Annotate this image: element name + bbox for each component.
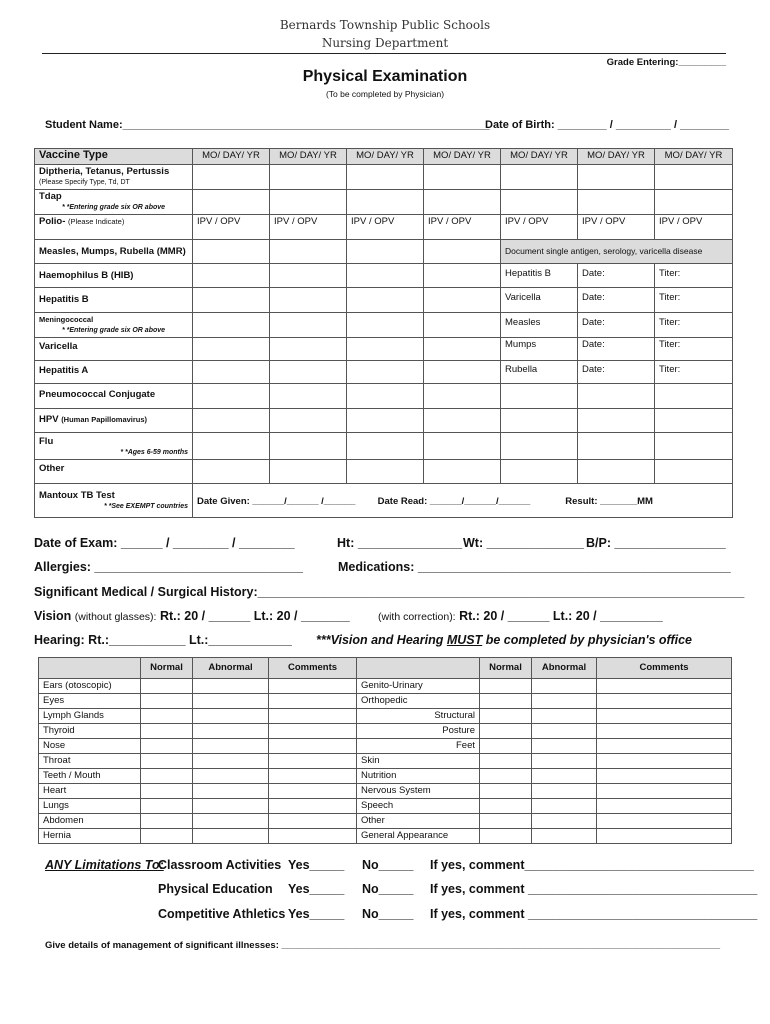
date-cell[interactable] — [193, 338, 270, 361]
exam-abnormal-cell[interactable] — [193, 709, 269, 724]
vaccine-note: (Human Papillomavirus) — [61, 415, 148, 424]
date-cell[interactable] — [424, 338, 501, 361]
exam-comments-cell[interactable] — [597, 769, 732, 784]
exam-normal-cell[interactable] — [141, 799, 193, 814]
exam-normal-cell[interactable] — [141, 679, 193, 694]
date-cell[interactable] — [347, 409, 424, 433]
date-cell[interactable] — [193, 313, 270, 338]
exam-header-normal: Normal — [480, 658, 532, 679]
exam-abnormal-cell[interactable] — [193, 679, 269, 694]
vaccine-name: Pneumococcal Conjugate — [35, 384, 193, 409]
date-cell[interactable] — [270, 240, 347, 264]
exam-normal-cell[interactable] — [141, 709, 193, 724]
exam-normal-cell[interactable] — [141, 784, 193, 799]
titer-label[interactable]: Titer: — [655, 313, 733, 338]
exam-item-label: Lymph Glands — [39, 709, 141, 724]
date-cell[interactable] — [655, 384, 733, 409]
exam-item-label: Genito-Urinary — [357, 679, 480, 694]
exam-normal-cell[interactable] — [141, 829, 193, 844]
notice-must: MUST — [446, 633, 483, 647]
exam-item-label: Nose — [39, 739, 141, 754]
exam-header-comments: Comments — [597, 658, 732, 679]
exam-item-label: Eyes — [39, 694, 141, 709]
exam-abnormal-cell[interactable] — [193, 784, 269, 799]
exam-row — [39, 814, 732, 829]
limitation-yes[interactable]: Yes_____ — [288, 882, 345, 896]
vaccine-name: Mantoux TB Test — [39, 490, 115, 501]
date-cell[interactable] — [578, 433, 655, 460]
exam-normal-cell[interactable] — [480, 829, 532, 844]
exam-abnormal-cell[interactable] — [193, 724, 269, 739]
exam-item-label: Thyroid — [39, 724, 141, 739]
exam-header-abnormal: Abnormal — [193, 658, 269, 679]
date-cell[interactable] — [270, 338, 347, 361]
allergies-field[interactable]: Allergies: ______________________________ — [34, 560, 303, 574]
date-header: MO/ DAY/ YR — [655, 149, 733, 165]
vision-without-label: (without glasses): — [74, 611, 157, 623]
exam-normal-cell[interactable] — [480, 709, 532, 724]
vaccine-table — [34, 148, 733, 518]
date-cell[interactable] — [347, 240, 424, 264]
date-label[interactable]: Date: — [578, 361, 655, 384]
date-cell[interactable] — [347, 264, 424, 288]
blood-pressure-field[interactable]: B/P: ________________ — [586, 536, 726, 550]
limitation-no[interactable]: No_____ — [362, 858, 414, 872]
exam-row — [39, 799, 732, 814]
vaccine-row-tb — [35, 484, 733, 518]
date-cell[interactable] — [193, 165, 270, 190]
medications-field[interactable]: Medications: _____________________________________________ — [338, 560, 731, 574]
date-cell[interactable] — [347, 361, 424, 384]
vaccine-row-varicella — [35, 338, 733, 361]
ipv-cell[interactable]: IPV / OPV — [578, 215, 655, 240]
date-cell[interactable] — [501, 190, 578, 215]
district-name: Bernards Township Public Schools — [279, 18, 491, 32]
exam-abnormal-cell[interactable] — [193, 694, 269, 709]
exam-row — [39, 709, 732, 724]
vaccine-name-cell — [35, 484, 193, 518]
exam-abnormal-cell[interactable] — [532, 754, 597, 769]
vaccine-name-cell — [35, 215, 193, 240]
date-cell[interactable] — [424, 264, 501, 288]
exam-comments-cell[interactable] — [597, 709, 732, 724]
vaccine-row-tdap — [35, 190, 733, 215]
vaccine-row-flu — [35, 433, 733, 460]
exam-row — [39, 739, 732, 754]
date-header: MO/ DAY/ YR — [501, 149, 578, 165]
ipv-cell[interactable]: IPV / OPV — [655, 215, 733, 240]
exam-abnormal-cell[interactable] — [193, 814, 269, 829]
exam-comments-cell[interactable] — [597, 784, 732, 799]
vaccine-name-cell — [35, 165, 193, 190]
exam-comments-cell[interactable] — [269, 814, 357, 829]
exam-item-label: Nutrition — [357, 769, 480, 784]
exam-abnormal-cell[interactable] — [532, 784, 597, 799]
vision-without-glasses[interactable] — [34, 609, 350, 623]
date-header: MO/ DAY/ YR — [347, 149, 424, 165]
date-header: MO/ DAY/ YR — [578, 149, 655, 165]
date-cell[interactable] — [193, 190, 270, 215]
vaccine-name: Polio- — [39, 216, 66, 227]
limitations-label: ANY Limitations To: — [45, 858, 164, 872]
exam-abnormal-cell[interactable] — [193, 739, 269, 754]
date-cell[interactable] — [193, 361, 270, 384]
antigen-label: Rubella — [501, 361, 578, 384]
date-cell[interactable] — [347, 338, 424, 361]
exam-comments-cell[interactable] — [269, 739, 357, 754]
date-cell[interactable] — [270, 361, 347, 384]
exam-abnormal-cell[interactable] — [193, 799, 269, 814]
vaccine-name-cell — [35, 313, 193, 338]
date-header: MO/ DAY/ YR — [270, 149, 347, 165]
exam-row — [39, 724, 732, 739]
exam-abnormal-cell[interactable] — [532, 694, 597, 709]
exam-normal-cell[interactable] — [480, 739, 532, 754]
vaccine-row-dtp — [35, 165, 733, 190]
exam-comments-cell[interactable] — [269, 694, 357, 709]
date-cell[interactable] — [424, 288, 501, 313]
exam-item-label: Abdomen — [39, 814, 141, 829]
limitation-activity: Physical Education — [158, 882, 273, 896]
exam-comments-cell[interactable] — [597, 724, 732, 739]
vaccine-name: Meningococcal — [39, 315, 94, 324]
exam-header-blank — [357, 658, 480, 679]
vaccine-row-hepb — [35, 288, 733, 313]
vision-with-values[interactable]: Rt.: 20 / ______ Lt.: 20 / _________ — [459, 609, 663, 623]
exam-row — [39, 829, 732, 844]
exam-item-label: General Appearance — [357, 829, 480, 844]
exam-normal-cell[interactable] — [141, 769, 193, 784]
date-cell[interactable] — [270, 384, 347, 409]
date-cell[interactable] — [424, 190, 501, 215]
notice-pre: ***Vision and Hearing — [316, 633, 447, 647]
vaccine-note: * *See EXEMPT countries — [103, 503, 188, 510]
date-cell[interactable] — [270, 313, 347, 338]
exam-normal-cell[interactable] — [480, 694, 532, 709]
exam-abnormal-cell[interactable] — [193, 769, 269, 784]
exam-item-label: Lungs — [39, 799, 141, 814]
tb-date-read[interactable]: Date Read: ______/______/______ — [377, 496, 531, 507]
date-cell[interactable] — [193, 409, 270, 433]
exam-item-label: Teeth / Mouth — [39, 769, 141, 784]
exam-comments-cell[interactable] — [597, 679, 732, 694]
exam-item-label: Posture — [357, 724, 480, 739]
date-cell[interactable] — [501, 384, 578, 409]
antigen-label: Mumps — [501, 338, 578, 361]
ipv-cell[interactable]: IPV / OPV — [270, 215, 347, 240]
date-cell[interactable] — [424, 409, 501, 433]
page-subtitle: (To be completed by Physician) — [325, 89, 445, 99]
vision-with-correction[interactable] — [378, 609, 663, 623]
department-name: Nursing Department — [321, 36, 449, 50]
exam-abnormal-cell[interactable] — [532, 769, 597, 784]
vision-without-values[interactable]: Rt.: 20 / ______ Lt.: 20 / _______ — [159, 609, 350, 623]
exam-comments-cell[interactable] — [269, 709, 357, 724]
vaccine-note: * *Ages 6-59 months — [120, 449, 188, 456]
date-cell[interactable] — [193, 240, 270, 264]
exam-item-label: Speech — [357, 799, 480, 814]
exam-item-label: Hernia — [39, 829, 141, 844]
header-divider — [42, 53, 726, 54]
medical-history-field[interactable]: Significant Medical / Surgical History:______________________________________________________________________ — [34, 585, 745, 599]
height-field[interactable]: Ht: _______________ — [337, 536, 463, 550]
exam-row — [39, 784, 732, 799]
exam-item-label: Nervous System — [357, 784, 480, 799]
vaccine-row-mmr — [35, 240, 733, 264]
exam-item-label: Other — [357, 814, 480, 829]
ipv-cell[interactable]: IPV / OPV — [347, 215, 424, 240]
vaccine-header-row — [35, 149, 733, 165]
date-cell[interactable] — [424, 460, 501, 484]
ipv-cell[interactable]: IPV / OPV — [501, 215, 578, 240]
exam-abnormal-cell[interactable] — [532, 709, 597, 724]
vision-with-label: (with correction): — [378, 611, 456, 623]
vaccine-row-hepa — [35, 361, 733, 384]
antigen-label: Measles — [501, 313, 578, 338]
date-cell[interactable] — [578, 384, 655, 409]
exam-row — [39, 679, 732, 694]
vaccine-name: Flu — [39, 436, 54, 447]
exam-normal-cell[interactable] — [480, 769, 532, 784]
vaccine-row-hpv — [35, 409, 733, 433]
date-cell[interactable] — [424, 361, 501, 384]
tb-date-given[interactable]: Date Given: ______/______ /______ — [197, 496, 356, 507]
exam-item-label: Feet — [357, 739, 480, 754]
date-header: MO/ DAY/ YR — [193, 149, 270, 165]
exam-comments-cell[interactable] — [597, 739, 732, 754]
limitation-activity: Classroom Activities — [158, 858, 282, 872]
exam-normal-cell[interactable] — [480, 799, 532, 814]
student-name-field[interactable]: Student Name:____________________________________________________________ — [45, 119, 490, 131]
vaccine-name-cell — [35, 433, 193, 460]
vaccine-row-other — [35, 460, 733, 484]
exam-normal-cell[interactable] — [480, 679, 532, 694]
titer-label[interactable]: Titer: — [655, 338, 733, 361]
date-cell[interactable] — [501, 409, 578, 433]
date-label[interactable]: Date: — [578, 313, 655, 338]
titer-label[interactable]: Titer: — [655, 361, 733, 384]
date-cell[interactable] — [347, 165, 424, 190]
document-note: Document single antigen, serology, varicella disease — [501, 240, 733, 264]
exam-normal-cell[interactable] — [141, 724, 193, 739]
exam-normal-cell[interactable] — [480, 724, 532, 739]
weight-field[interactable]: Wt: ______________ — [463, 536, 584, 550]
date-cell[interactable] — [501, 460, 578, 484]
date-cell[interactable] — [655, 433, 733, 460]
limitation-comment[interactable]: If yes, comment _________________________________ — [430, 907, 758, 921]
date-cell[interactable] — [347, 384, 424, 409]
exam-comments-cell[interactable] — [269, 724, 357, 739]
vaccine-name: Haemophilus B (HIB) — [35, 264, 193, 288]
notice-post: be completed by physician's office — [482, 633, 692, 647]
date-cell[interactable] — [270, 264, 347, 288]
date-cell[interactable] — [424, 313, 501, 338]
exam-item-label: Throat — [39, 754, 141, 769]
date-cell[interactable] — [347, 313, 424, 338]
exam-abnormal-cell[interactable] — [193, 829, 269, 844]
management-details-field[interactable]: Give details of management of significant illnesses: ___________________________________________________________________________________ — [45, 940, 721, 951]
exam-body — [39, 679, 732, 844]
exam-normal-cell[interactable] — [141, 739, 193, 754]
exam-comments-cell[interactable] — [269, 754, 357, 769]
vaccine-name: Diptheria, Tetanus, Pertussis — [39, 166, 170, 177]
vaccine-name: HPV — [39, 414, 59, 425]
exam-header-normal: Normal — [141, 658, 193, 679]
vaccine-name: Measles, Mumps, Rubella (MMR) — [35, 240, 193, 264]
exam-header-row — [39, 658, 732, 679]
exam-normal-cell[interactable] — [480, 754, 532, 769]
vaccine-name-cell — [35, 409, 193, 433]
exam-normal-cell[interactable] — [141, 694, 193, 709]
date-cell[interactable] — [655, 190, 733, 215]
exam-header-comments: Comments — [269, 658, 357, 679]
date-cell[interactable] — [424, 240, 501, 264]
exam-row — [39, 754, 732, 769]
exam-normal-cell[interactable] — [141, 754, 193, 769]
date-cell[interactable] — [270, 433, 347, 460]
limitation-comment[interactable]: If yes, comment _________________________________ — [430, 882, 758, 896]
exam-comments-cell[interactable] — [597, 754, 732, 769]
date-of-birth-field[interactable]: Date of Birth: ________ / _________ / ________ — [485, 119, 729, 131]
date-cell[interactable] — [655, 460, 733, 484]
exam-header-abnormal: Abnormal — [532, 658, 597, 679]
limitation-comment[interactable]: If yes, comment_________________________________ — [430, 858, 754, 872]
date-cell[interactable] — [578, 460, 655, 484]
date-cell[interactable] — [270, 460, 347, 484]
limitation-yes[interactable]: Yes_____ — [288, 907, 345, 921]
vision-hearing-notice — [316, 633, 692, 647]
vaccine-type-header: Vaccine Type — [35, 149, 193, 165]
date-header: MO/ DAY/ YR — [424, 149, 501, 165]
ipv-cell[interactable]: IPV / OPV — [193, 215, 270, 240]
date-cell[interactable] — [193, 288, 270, 313]
date-cell[interactable] — [270, 288, 347, 313]
exam-table — [38, 657, 732, 844]
date-cell[interactable] — [501, 165, 578, 190]
vaccine-row-meningococcal — [35, 313, 733, 338]
vaccine-row-pneumococcal — [35, 384, 733, 409]
vaccine-row-polio — [35, 215, 733, 240]
exam-item-label: Orthopedic — [357, 694, 480, 709]
vaccine-name: Hepatitis A — [35, 361, 193, 384]
date-label[interactable]: Date: — [578, 288, 655, 313]
limitation-yes[interactable]: Yes_____ — [288, 858, 345, 872]
exam-comments-cell[interactable] — [269, 769, 357, 784]
vaccine-row-hib — [35, 264, 733, 288]
page-title: Physical Examination — [302, 68, 468, 85]
date-cell[interactable] — [424, 384, 501, 409]
tb-results-cell — [193, 484, 733, 518]
date-cell[interactable] — [193, 384, 270, 409]
date-cell[interactable] — [347, 288, 424, 313]
date-cell[interactable] — [501, 433, 578, 460]
tb-result[interactable]: Result: _______MM — [565, 496, 653, 507]
date-cell[interactable] — [193, 433, 270, 460]
date-cell[interactable] — [347, 190, 424, 215]
date-cell[interactable] — [270, 165, 347, 190]
date-cell[interactable] — [270, 409, 347, 433]
exam-header-blank — [39, 658, 141, 679]
date-cell[interactable] — [578, 409, 655, 433]
exam-item-label: Ears (otoscopic) — [39, 679, 141, 694]
antigen-label: Hepatitis B — [501, 264, 578, 288]
date-cell[interactable] — [578, 190, 655, 215]
vaccine-note: * *Entering grade six OR above — [61, 204, 166, 211]
exam-abnormal-cell[interactable] — [532, 679, 597, 694]
exam-row — [39, 769, 732, 784]
date-label[interactable]: Date: — [578, 338, 655, 361]
date-cell[interactable] — [347, 460, 424, 484]
titer-label[interactable]: Titer: — [655, 264, 733, 288]
exam-abnormal-cell[interactable] — [532, 724, 597, 739]
exam-abnormal-cell[interactable] — [532, 814, 597, 829]
date-cell[interactable] — [655, 165, 733, 190]
exam-comments-cell[interactable] — [597, 799, 732, 814]
date-cell[interactable] — [424, 433, 501, 460]
date-cell[interactable] — [193, 264, 270, 288]
vaccine-note: * *Entering grade six OR above — [61, 327, 166, 334]
exam-abnormal-cell[interactable] — [532, 829, 597, 844]
date-cell[interactable] — [578, 165, 655, 190]
date-cell[interactable] — [655, 409, 733, 433]
exam-comments-cell[interactable] — [597, 814, 732, 829]
limitation-no[interactable]: No_____ — [362, 882, 414, 896]
exam-normal-cell[interactable] — [480, 814, 532, 829]
limitation-activity: Competitive Athletics — [158, 907, 286, 921]
exam-comments-cell[interactable] — [597, 694, 732, 709]
exam-comments-cell[interactable] — [597, 829, 732, 844]
exam-normal-cell[interactable] — [480, 784, 532, 799]
limitation-no[interactable]: No_____ — [362, 907, 414, 921]
exam-abnormal-cell[interactable] — [532, 799, 597, 814]
exam-comments-cell[interactable] — [269, 784, 357, 799]
vaccine-name: Tdap — [39, 191, 62, 202]
grade-entering[interactable]: Grade Entering:_________ — [606, 57, 726, 68]
vision-label: Vision — [34, 609, 72, 623]
exam-comments-cell[interactable] — [269, 799, 357, 814]
vaccine-name: Hepatitis B — [35, 288, 193, 313]
exam-row — [39, 694, 732, 709]
date-of-exam-field[interactable]: Date of Exam: ______ / ________ / ________ — [34, 536, 295, 550]
vaccine-note: (Please Specify Type, Td, DT — [39, 179, 130, 186]
exam-item-label: Skin — [357, 754, 480, 769]
date-cell[interactable] — [424, 165, 501, 190]
exam-item-label: Heart — [39, 784, 141, 799]
date-cell[interactable] — [270, 190, 347, 215]
ipv-cell[interactable]: IPV / OPV — [424, 215, 501, 240]
date-label[interactable]: Date: — [578, 264, 655, 288]
titer-label[interactable]: Titer: — [655, 288, 733, 313]
date-cell[interactable] — [347, 433, 424, 460]
exam-abnormal-cell[interactable] — [193, 754, 269, 769]
vaccine-name-cell — [35, 190, 193, 215]
vaccine-name: Other — [35, 460, 193, 484]
antigen-label: Varicella — [501, 288, 578, 313]
hearing-field[interactable]: Hearing: Rt.:___________ Lt.:____________ — [34, 633, 292, 647]
date-cell[interactable] — [193, 460, 270, 484]
exam-abnormal-cell[interactable] — [532, 739, 597, 754]
exam-normal-cell[interactable] — [141, 814, 193, 829]
exam-comments-cell[interactable] — [269, 829, 357, 844]
vaccine-note: (Please Indicate) — [68, 217, 125, 226]
vaccine-name: Varicella — [35, 338, 193, 361]
exam-comments-cell[interactable] — [269, 679, 357, 694]
exam-item-label: Structural — [357, 709, 480, 724]
